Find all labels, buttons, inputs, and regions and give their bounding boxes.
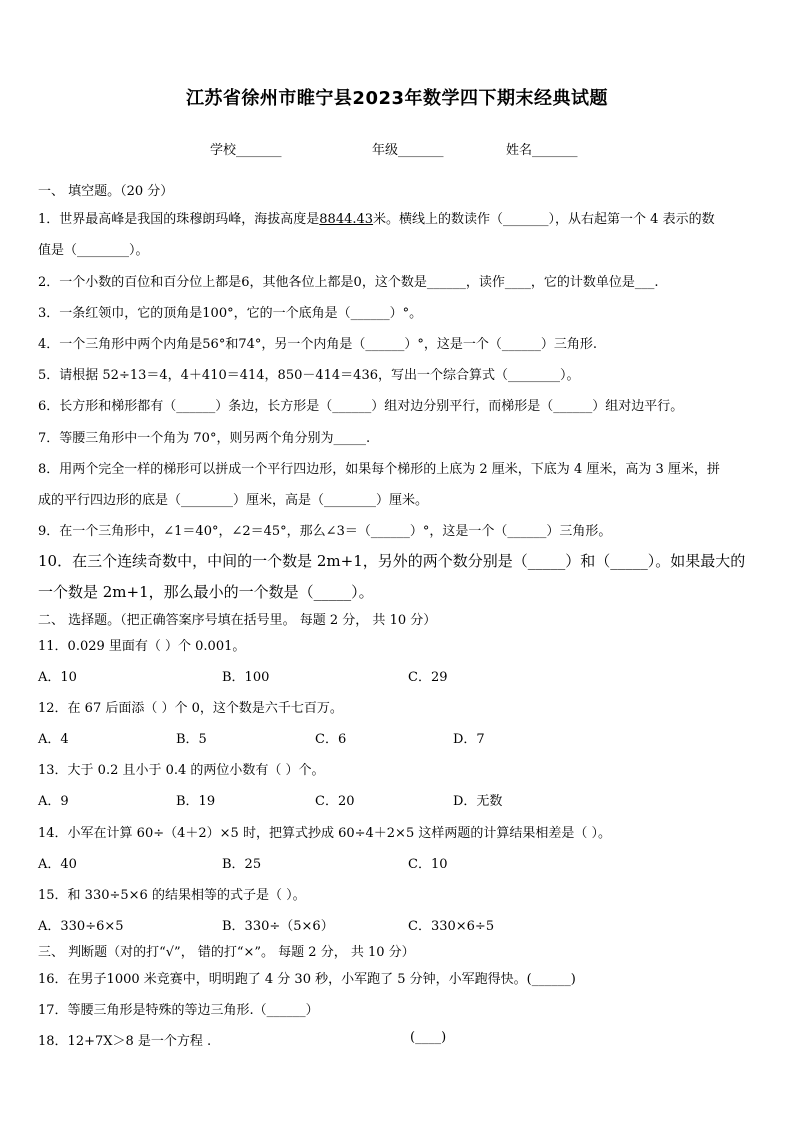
q15-option-a: A．330÷6×5 <box>38 919 124 934</box>
q1-number: 8844.43 <box>319 212 374 227</box>
q11-option-b: B．100 <box>222 670 270 685</box>
question-13: 13．大于 0.2 且小于 0.4 的两位小数有（ ）个。 <box>38 763 325 778</box>
name-field: 姓名_______ <box>506 143 578 158</box>
question-8-cont: 成的平行四边形的底是（________）厘米，高是（________）厘米。 <box>38 493 429 508</box>
q14-option-b: B．25 <box>222 857 262 872</box>
question-17: 17．等腰三角形是特殊的等边三角形.（______） <box>38 1003 319 1018</box>
q11-option-c: C．29 <box>408 670 448 685</box>
question-16: 16．在男子1000 米竞赛中，明明跑了 4 分 30 秒，小军跑了 5 分钟，小军跑得快。(______) <box>38 972 576 987</box>
question-6: 6．长方形和梯形都有（______）条边，长方形是（______）组对边分别平行，而梯形是（______）组对边平行。 <box>38 399 684 414</box>
q18-answer-blank: (____) <box>410 1030 447 1045</box>
q1-text-a: 1．世界最高峰是我国的珠穆朗玛峰，海拔高度是 <box>38 212 320 227</box>
question-3: 3．一条红领巾，它的顶角是100°，它的一个底角是（______）°。 <box>38 306 423 321</box>
question-15: 15．和 330÷5×6 的结果相等的式子是（ ）。 <box>38 888 306 903</box>
q13-option-b: B．19 <box>176 794 216 809</box>
q11-option-a: A．10 <box>38 670 77 685</box>
q13-option-c: C．20 <box>315 794 355 809</box>
q12-option-b: B．5 <box>176 732 207 747</box>
question-9: 9．在一个三角形中，∠1＝40°，∠2＝45°，那么∠3＝（______）°，这是一个（______）三角形。 <box>38 524 612 539</box>
grade-field: 年级_______ <box>372 143 444 158</box>
question-10-cont: 一个数是 2m+1，那么最小的一个数是（_____）。 <box>38 583 374 601</box>
question-2: 2．一个小数的百位和百分位上都是6，其他各位上都是0，这个数是______，读作____，它的计数单位是___. <box>38 275 659 290</box>
q15-option-b: B．330÷（5×6） <box>222 919 334 934</box>
question-5: 5．请根据 52÷13＝4，4＋410＝414，850－414＝436，写出一个综合算式（________）。 <box>38 368 580 383</box>
question-1-cont: 值是（________）。 <box>38 243 149 258</box>
q14-option-c: C．10 <box>408 857 448 872</box>
section1-heading: 一、 填空题。（20 分） <box>38 184 174 199</box>
question-18: 18．12+7X＞8 是一个方程 . <box>38 1034 212 1049</box>
question-12: 12．在 67 后面添（ ）个 0，这个数是六千七百万。 <box>38 701 343 716</box>
question-8: 8．用两个完全一样的梯形可以拼成一个平行四边形，如果每个梯形的上底为 2 厘米，下底为 4 厘米，高为 3 厘米，拼 <box>38 462 720 477</box>
question-10: 10．在三个连续奇数中，中间的一个数是 2m+1，另外的两个数分别是（_____）和（_____）。如果最大的 <box>38 552 746 570</box>
question-4: 4．一个三角形中两个内角是56°和74°，另一个内角是（______）°，这是一个（______）三角形. <box>38 337 597 352</box>
section3-heading: 三、 判断题（对的打“√”， 错的打“×”。 每题 2 分， 共 10 分） <box>38 945 415 960</box>
school-field: 学校_______ <box>210 143 282 158</box>
section2-heading: 二、 选择题。（把正确答案序号填在括号里。 每题 2 分， 共 10 分） <box>38 613 437 628</box>
q12-option-d: D．7 <box>453 732 485 747</box>
page-title: 江苏省徐州市睢宁县2023年数学四下期末经典试题 <box>185 88 609 109</box>
question-11: 11．0.029 里面有（ ）个 0.001。 <box>38 639 246 654</box>
question-7: 7．等腰三角形中一个角为 70°，则另两个角分别为_____. <box>38 431 371 446</box>
question-14: 14．小军在计算 60÷（4＋2）×5 时，把算式抄成 60÷4＋2×5 这样两题的计算结果相差是（ ）。 <box>38 826 611 841</box>
q13-option-d: D．无数 <box>453 794 503 809</box>
q12-option-a: A．4 <box>38 732 69 747</box>
q1-text-b: 米。横线上的数读作（_______），从右起第一个 4 表示的数 <box>373 212 715 227</box>
q13-option-a: A．9 <box>38 794 69 809</box>
q12-option-c: C．6 <box>315 732 347 747</box>
q14-option-a: A．40 <box>38 857 77 872</box>
question-1 <box>38 208 715 227</box>
q15-option-c: C．330×6÷5 <box>408 919 495 934</box>
